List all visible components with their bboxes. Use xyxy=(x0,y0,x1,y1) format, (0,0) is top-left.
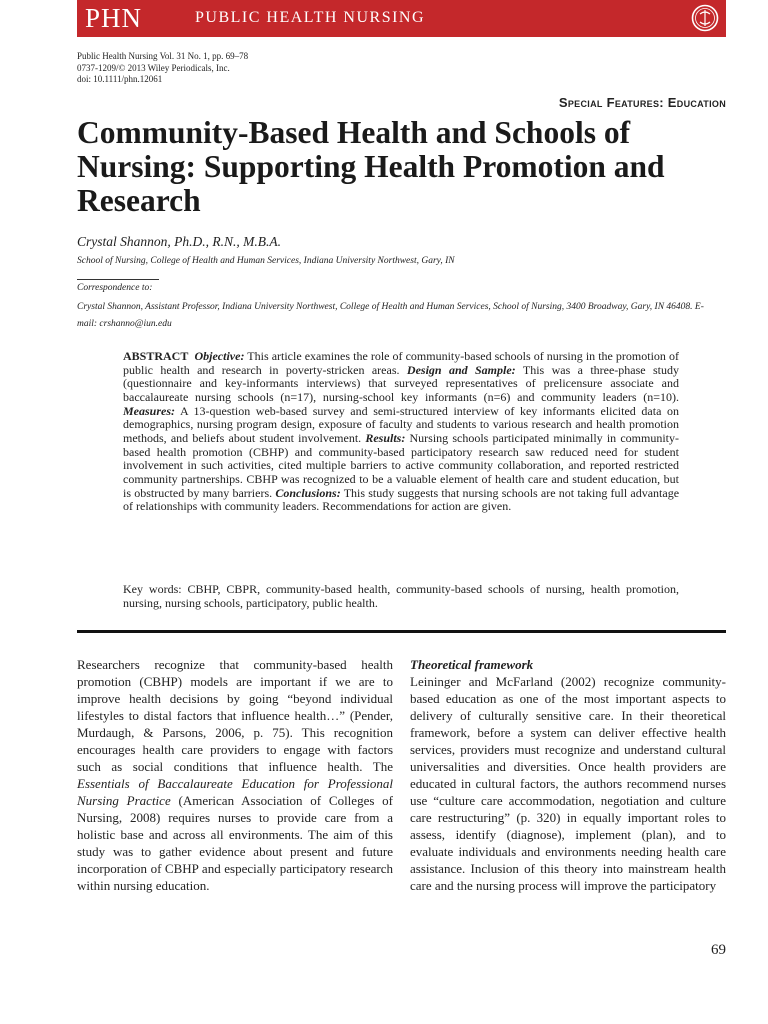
meta-doi: doi: 10.1111/phn.12061 xyxy=(77,74,163,84)
page-number: 69 xyxy=(711,942,726,958)
objective-text: This article examines the role of community-based schools of nursing in the promotion of public health and research in poverty-stricken areas. xyxy=(123,349,679,377)
body-left-paragraph-end: (American Association of Colleges of Nursing, 2008) requires nurses to provide care from a holistic base and across all environments. The aim of this study was to gather evidence about present and future incorporation of CBHP and especially participatory research within nursing education. xyxy=(77,793,394,893)
objective-label: Objective: xyxy=(194,349,245,363)
abstract-heading: ABSTRACT xyxy=(123,349,189,363)
journal-title: PUBLIC HEALTH NURSING xyxy=(195,9,426,26)
journal-banner xyxy=(77,0,726,37)
section-label: Special Features: Education xyxy=(558,95,726,110)
measures-label: Measures: xyxy=(123,403,176,418)
meta-copyright: 0737-1209/© 2013 Wiley Periodicals, Inc. xyxy=(77,62,230,73)
measures-text: A 13-question web-based survey and semi-structured interview of key informants elicited data on demographics, nursing program design, exposure of faculty and students to various research and health promotion methods, and beliefs about student involvement. xyxy=(123,403,679,445)
theoretical-framework-heading: Theoretical framework xyxy=(410,657,534,672)
divider-thick xyxy=(77,630,726,633)
body-column-right xyxy=(410,656,726,894)
design-label: Design and Sample: xyxy=(406,362,516,377)
meta-volume: Public Health Nursing Vol. 31 No. 1, pp. 69–78 xyxy=(77,51,249,61)
body-left-paragraph-start: Researchers recognize that community-based health promotion (CBHP) models are important if we are to improve health decisions by going “beyond individual lifestyles to distal factors that influence health…” (Pender, Murdaugh, & Parsons, 2006, p. 75). This recognition encourages health care providers to engage with factors such as social conditions that influence health. The xyxy=(77,657,393,774)
keywords: Key words: CBHP, CBPR, community-based health, community-based schools of nursing, health promotion, nursing, nursing schools, participatory, public health. xyxy=(123,582,679,610)
conclusions-label: Conclusions: xyxy=(275,485,341,500)
results-label: Results: xyxy=(365,430,406,445)
article-title: Community-Based Health and Schools of Nursing: Supporting Health Promotion and Research xyxy=(77,115,665,218)
publication-meta xyxy=(77,51,248,86)
journal-logo: PHN xyxy=(85,3,143,33)
body-left-italic-title: Essentials of Baccalaureate Education for Professional Nursing Practice xyxy=(77,776,393,808)
abstract xyxy=(123,350,679,514)
author-affiliation: School of Nursing, College of Health and Human Services, Indiana University Northwest, Gary, IN xyxy=(77,256,455,266)
theoretical-framework-text: Leininger and McFarland (2002) recognize community-based education as one of the most important aspects to delivery of culturally sensitive care. In their theoretical framework, before a system can deliver effective health services, providers must recognize and understand cultural universalities and diversities. Once health providers are educated in cultural factors, the authors recommend nurses use “culture care accommodation, negotiation and culture care restructuring” (p. 320) in equally important roles to assess, identify (diagnose), implement (plan), and to evaluate individuals and environments needing health care assistance. Inclusion of this theory into mainstream health care and the nursing process will improve the participatory xyxy=(410,674,726,893)
body-column-left xyxy=(77,656,393,894)
design-text: This was a three-phase study (questionnaire and key-informants interviews) that surveyed representatives of prelicensure associate and baccalaureate nursing schools (n=17), nursing-school key informants (n=6) and community leaders (n=10). xyxy=(123,362,680,404)
divider-short xyxy=(77,279,159,280)
conclusions-text: This study suggests that nursing schools are not taking full advantage of relationships with community leaders. Recommendations for action are given. xyxy=(123,485,680,514)
results-text: Nursing schools participated minimally in community-based health promotion (CBHP) and community-based participatory research saw reduced need for student involvement in such activities, cited multiple barriers to active community collaboration, and reported restricted community partnerships. CBHP was recognized to be a valuable element of health care and student education, but is obstructed by many barriers. xyxy=(123,430,679,500)
author-name: Crystal Shannon, Ph.D., R.N., M.B.A. xyxy=(77,234,281,249)
society-seal-icon xyxy=(691,4,719,32)
correspondence-label: Correspondence to: xyxy=(77,283,153,293)
correspondence-text: Crystal Shannon, Assistant Professor, Indiana University Northwest, College of Health and Human Services, School of Nursing, 3400 Broadway, Gary, IN 46408. E-mail: crshanno@iun.edu xyxy=(77,302,704,329)
